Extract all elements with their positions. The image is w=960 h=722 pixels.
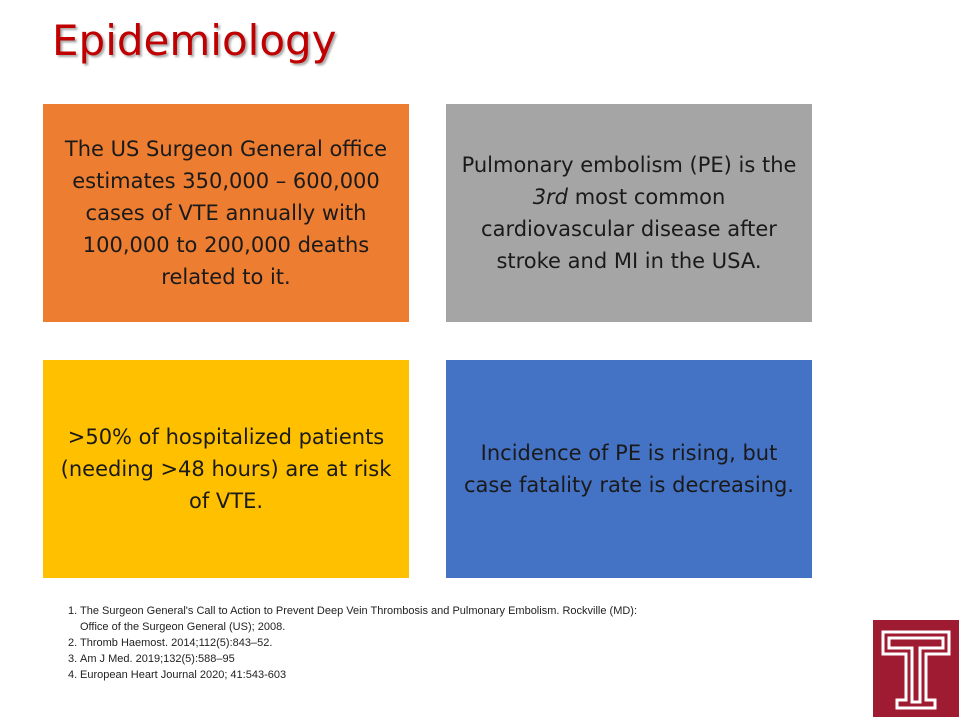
references-list — [68, 603, 808, 683]
reference-item: 4. European Heart Journal 2020; 41:543-603 — [68, 669, 287, 681]
reference-item: 2. Thromb Haemost. 2014;112(5):843–52. — [68, 637, 273, 649]
info-box-hospitalized-risk — [43, 360, 409, 578]
temple-t-logo-icon — [873, 620, 959, 717]
info-box-text: Incidence of PE is rising, but case fatality rate is decreasing. — [464, 441, 794, 497]
info-box-surgeon-general — [43, 104, 409, 322]
info-box-text: >50% of hospitalized patients (needing >48 hours) are at risk of VTE. — [60, 425, 392, 513]
reference-item: 3. Am J Med. 2019;132(5):588–95 — [68, 653, 235, 665]
info-box-pe-rank — [446, 104, 812, 322]
info-box-text: The US Surgeon General office estimates 350,000 – 600,000 cases of VTE annually with 100,000 to 200,000 deaths related to it. — [64, 137, 388, 289]
slide-title: Epidemiology — [52, 16, 337, 65]
reference-item: 1. The Surgeon General's Call to Action to Prevent Deep Vein Thrombosis and Pulmonary Embolism. Rockville (MD): Office of the Surgeon General (US); 2008. — [68, 605, 638, 633]
info-box-incidence — [446, 360, 812, 578]
info-box-text: Pulmonary embolism (PE) is the 3rd most common cardiovascular disease after stroke and MI in the USA. — [461, 153, 797, 273]
